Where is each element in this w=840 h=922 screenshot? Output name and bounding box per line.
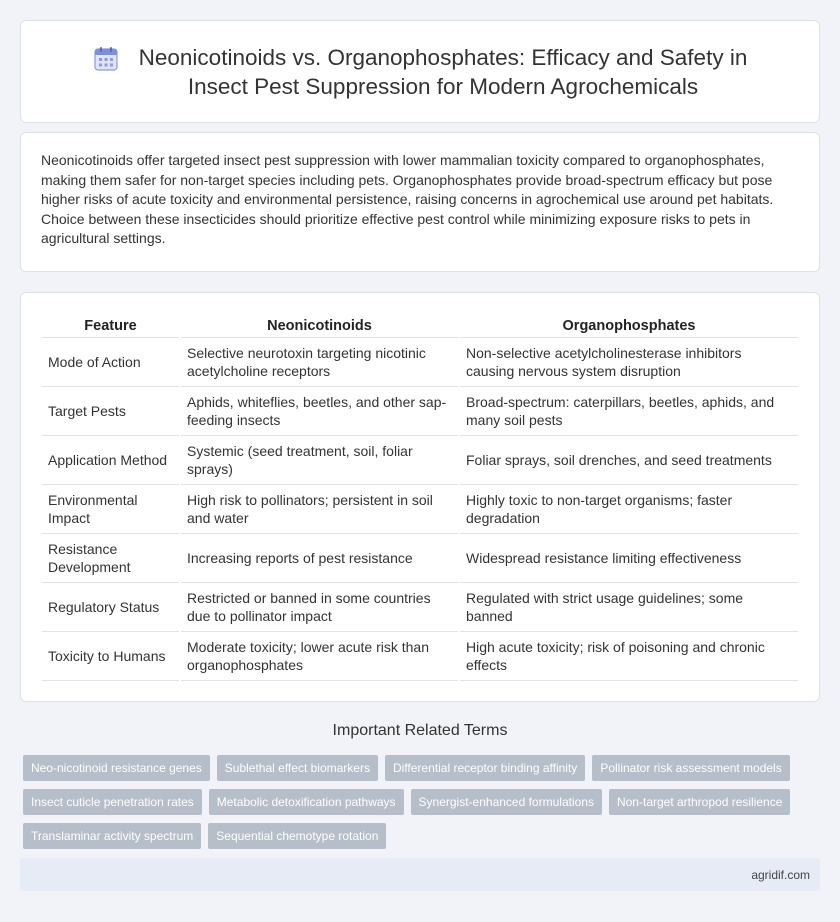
intro-paragraph: Neonicotinoids offer targeted insect pest suppression with lower mammalian toxicity compared to organophosphates, making them safer for non-target species including pets. Organophosphates provide broad-spectrum efficacy but pose higher risks of acute toxicity and environmental persistence, raising concerns in agrochemical use around pet habitats. Choice between these insecticides should prioritize effective pest control while minimizing exposure risks to pets in agricultural settings. [41,152,774,246]
neonicotinoids-cell: High risk to pollinators; persistent in soil and water [180,485,459,534]
organophosphates-cell: Broad-spectrum: caterpillars, beetles, aphids, and many soil pests [459,387,798,436]
related-terms-list [23,755,803,849]
related-term-tag[interactable]: Metabolic detoxification pathways [209,789,404,815]
table-row [42,534,798,583]
neonicotinoids-cell: Moderate toxicity; lower acute risk than organophosphates [180,632,459,681]
header-organophosphates: Organophosphates [459,311,798,338]
feature-cell: Application Method [42,436,180,485]
table-header-row [42,311,798,338]
related-term-tag[interactable]: Non-target arthropod resilience [609,789,790,815]
related-term-tag[interactable]: Synergist-enhanced formulations [411,789,602,815]
neonicotinoids-cell: Increasing reports of pest resistance [180,534,459,583]
related-terms-heading: Important Related Terms [332,722,508,739]
related-term-tag[interactable]: Pollinator risk assessment models [592,755,789,781]
feature-cell: Target Pests [42,387,180,436]
calendar-icon [93,46,119,72]
related-term-tag[interactable]: Translaminar activity spectrum [23,823,201,849]
organophosphates-cell: Widespread resistance limiting effectiveness [459,534,798,583]
table-row [42,436,798,485]
intro-card [20,132,820,272]
neonicotinoids-cell: Aphids, whiteflies, beetles, and other sap-feeding insects [180,387,459,436]
neonicotinoids-cell: Restricted or banned in some countries due to pollinator impact [180,583,459,632]
table-row [42,485,798,534]
comparison-table [42,311,798,681]
neonicotinoids-cell: Systemic (seed treatment, soil, foliar sprays) [180,436,459,485]
feature-cell: Toxicity to Humans [42,632,180,681]
organophosphates-cell: Highly toxic to non-target organisms; faster degradation [459,485,798,534]
table-row [42,632,798,681]
feature-cell: Mode of Action [42,338,180,387]
page-title-line1: Neonicotinoids vs. Organophosphates: Efficacy and Safety in [138,44,748,70]
page-title-line2: Insect Pest Suppression for Modern Agrochemicals [187,73,699,99]
comparison-table-card [20,292,820,702]
feature-cell: Regulatory Status [42,583,180,632]
related-term-tag[interactable]: Sequential chemotype rotation [208,823,386,849]
organophosphates-cell: High acute toxicity; risk of poisoning and chronic effects [459,632,798,681]
neonicotinoids-cell: Selective neurotoxin targeting nicotinic acetylcholine receptors [180,338,459,387]
organophosphates-cell: Foliar sprays, soil drenches, and seed treatments [459,436,798,485]
related-term-tag[interactable]: Insect cuticle penetration rates [23,789,202,815]
table-row [42,387,798,436]
related-term-tag[interactable]: Differential receptor binding affinity [385,755,585,781]
organophosphates-cell: Non-selective acetylcholinesterase inhibitors causing nervous system disruption [459,338,798,387]
table-row [42,338,798,387]
header-neonicotinoids: Neonicotinoids [180,311,459,338]
header-feature: Feature [42,311,180,338]
related-term-tag[interactable]: Sublethal effect biomarkers [217,755,378,781]
related-term-tag[interactable]: Neo-nicotinoid resistance genes [23,755,210,781]
page-title [139,43,748,101]
feature-cell: Environmental Impact [42,485,180,534]
title-card [20,20,820,123]
organophosphates-cell: Regulated with strict usage guidelines; some banned [459,583,798,632]
footer-bar [20,858,820,891]
table-row [42,583,798,632]
feature-cell: Resistance Development [42,534,180,583]
site-name[interactable]: agridif.com [751,867,810,882]
